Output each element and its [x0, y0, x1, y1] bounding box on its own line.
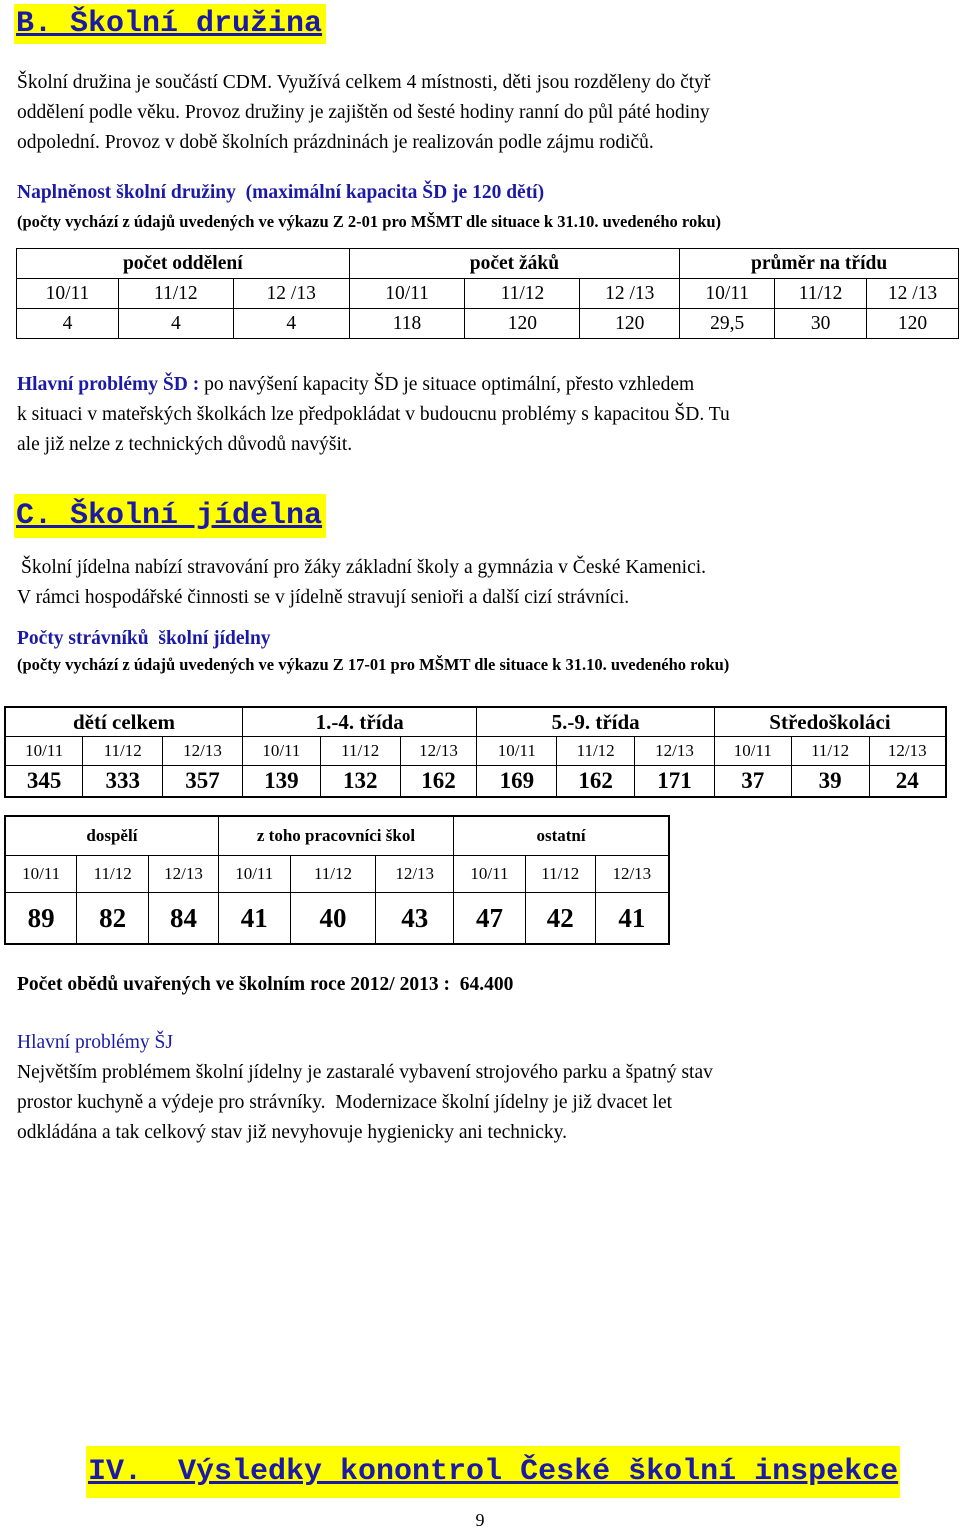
occupancy-note: (maximální kapacita ŠD je 120 dětí) [245, 182, 545, 203]
group-header: počet žáků [349, 249, 680, 279]
year-cell: 12 /13 [867, 279, 959, 309]
value-cell: 39 [791, 766, 869, 798]
value-cell: 333 [83, 766, 163, 798]
sd-problems [17, 370, 957, 460]
year-cell: 12/13 [400, 737, 477, 766]
sj-problems-text: Největším problémem školní jídelny je zastaralé vybavení strojového parku a špatný stav [17, 1062, 713, 1083]
value-cell: 169 [477, 766, 557, 798]
value-cell: 4 [233, 309, 349, 339]
value-cell: 84 [149, 893, 219, 945]
year-cell: 10/11 [242, 737, 320, 766]
year-cell: 11/12 [290, 856, 376, 893]
year-cell: 11/12 [557, 737, 635, 766]
value-cell: 4 [118, 309, 233, 339]
sd-problems-text: po navýšení kapacity ŠD je situace optimální, přesto vzhledem [204, 374, 695, 395]
value-cell: 357 [163, 766, 243, 798]
value-cell: 43 [376, 893, 454, 945]
occupancy-title-line [17, 178, 544, 208]
value-cell: 41 [595, 893, 669, 945]
year-cell: 10/11 [218, 856, 290, 893]
group-header: Středoškoláci [714, 707, 946, 737]
group-header: 5.-9. třída [477, 707, 714, 737]
sj-problems [17, 1058, 957, 1148]
value-cell: 345 [5, 766, 83, 798]
year-cell: 11/12 [77, 856, 149, 893]
sj-problems-title: Hlavní problémy ŠJ [17, 1032, 173, 1053]
year-cell: 11/12 [525, 856, 595, 893]
diners-title: Počty strávníků školní jídelny [17, 628, 271, 649]
year-cell: 11/12 [118, 279, 233, 309]
sd-problems-text: ale již nelze z technických důvodů navýšit. [17, 434, 353, 455]
value-cell: 37 [714, 766, 791, 798]
value-cell: 132 [320, 766, 400, 798]
value-cell: 41 [218, 893, 290, 945]
section-b-heading: B. Školní družina [14, 4, 326, 44]
year-cell: 11/12 [320, 737, 400, 766]
year-cell: 11/12 [791, 737, 869, 766]
year-cell: 11/12 [465, 279, 580, 309]
value-cell: 24 [869, 766, 946, 798]
year-cell: 12/13 [635, 737, 715, 766]
year-cell: 10/11 [477, 737, 557, 766]
value-cell: 40 [290, 893, 376, 945]
year-cell: 10/11 [454, 856, 526, 893]
value-cell: 4 [17, 309, 119, 339]
year-cell: 12/13 [149, 856, 219, 893]
section-iv-heading: IV. Výsledky konontrol České školní inspekce [86, 1446, 900, 1498]
year-cell: 12/13 [163, 737, 243, 766]
page-number: 9 [475, 1510, 485, 1530]
value-cell: 162 [557, 766, 635, 798]
value-cell: 30 [775, 309, 867, 339]
group-header: dospělí [5, 816, 218, 856]
value-cell: 47 [454, 893, 526, 945]
value-cell: 118 [349, 309, 465, 339]
sj-problems-text: prostor kuchyně a výdeje pro strávníky. Modernizace školní jídelny je již dvacet let [17, 1092, 673, 1113]
occupancy-title: Naplněnost školní družiny [17, 182, 236, 203]
year-cell: 10/11 [714, 737, 791, 766]
occupancy-table [16, 248, 959, 339]
intro-line: odpolední. Provoz v době školních prázdninách je realizován podle zájmu rodičů. [17, 132, 654, 153]
value-cell: 42 [525, 893, 595, 945]
value-cell: 162 [400, 766, 477, 798]
group-header: průměr na třídu [680, 249, 959, 279]
value-cell: 29,5 [680, 309, 775, 339]
year-cell: 10/11 [5, 856, 77, 893]
year-cell: 10/11 [5, 737, 83, 766]
year-cell: 10/11 [349, 279, 465, 309]
occupancy-source: (počty vychází z údajů uvedených ve výkazu Z 2-01 pro MŠMT dle situace k 31.10. uvedeného roku) [17, 212, 722, 231]
year-cell: 12/13 [376, 856, 454, 893]
section-b-intro [17, 68, 957, 158]
value-cell: 82 [77, 893, 149, 945]
adults-table [4, 815, 670, 945]
value-cell: 139 [242, 766, 320, 798]
intro-line: V rámci hospodářské činnosti se v jídelně stravují senioři a další cizí strávníci. [17, 587, 630, 608]
sd-problems-text: k situaci v mateřských školkách lze předpokládat v budoucnu problémy s kapacitou ŠD. Tu [17, 404, 730, 425]
year-cell: 12/13 [869, 737, 946, 766]
section-c-heading: C. Školní jídelna [14, 494, 326, 538]
year-cell: 12 /13 [233, 279, 349, 309]
year-cell: 12/13 [595, 856, 669, 893]
intro-line: oddělení podle věku. Provoz družiny je zajištěn od šesté hodiny ranní do půl páté hodiny [17, 102, 710, 123]
value-cell: 171 [635, 766, 715, 798]
year-cell: 11/12 [83, 737, 163, 766]
sj-problems-text: odkládána a tak celkový stav již nevyhovuje hygienicky ani technicky. [17, 1122, 567, 1143]
year-cell: 10/11 [17, 279, 119, 309]
intro-line: Školní družina je součástí CDM. Využívá celkem 4 místnosti, děti jsou rozděleny do čtyř [17, 72, 711, 93]
intro-line: Školní jídelna nabízí stravování pro žáky základní školy a gymnázia v České Kamenici. [21, 557, 707, 578]
value-cell: 120 [580, 309, 680, 339]
lunches-count: Počet obědů uvařených ve školním roce 2012/ 2013 : 64.400 [17, 974, 514, 995]
children-table [4, 706, 947, 798]
group-header: dětí celkem [5, 707, 242, 737]
value-cell: 89 [5, 893, 77, 945]
section-c-intro [17, 553, 957, 613]
group-header: ostatní [454, 816, 669, 856]
year-cell: 10/11 [680, 279, 775, 309]
year-cell: 11/12 [775, 279, 867, 309]
sd-problems-label: Hlavní problémy ŠD : [17, 374, 200, 395]
value-cell: 120 [867, 309, 959, 339]
group-header: z toho pracovníci škol [218, 816, 453, 856]
diners-source: (počty vychází z údajů uvedených ve výkazu Z 17-01 pro MŠMT dle situace k 31.10. uvedeného roku) [17, 655, 730, 674]
group-header: počet oddělení [17, 249, 350, 279]
group-header: 1.-4. třída [242, 707, 476, 737]
year-cell: 12 /13 [580, 279, 680, 309]
value-cell: 120 [465, 309, 580, 339]
